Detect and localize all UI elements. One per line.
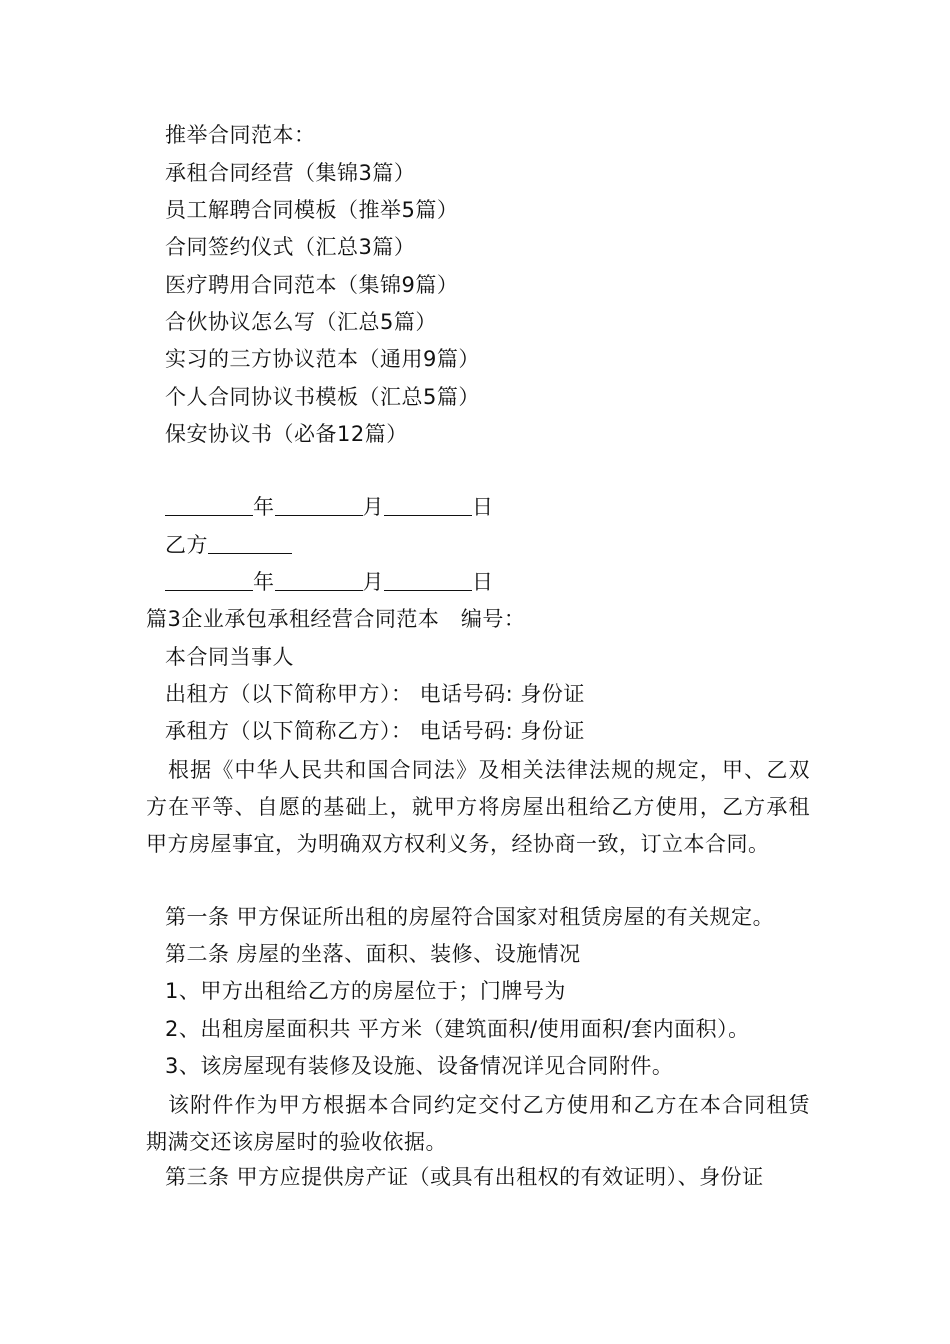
clause-2: 第二条 房屋的坐落、面积、装修、设施情况 (165, 942, 581, 966)
recommend-link-6[interactable]: 实习的三方协议范本（通用9篇） (165, 347, 480, 371)
day-label: 日 (472, 495, 494, 519)
recommend-link-7[interactable]: 个人合同协议书模板（汇总5篇） (165, 385, 480, 409)
blank-year (165, 493, 253, 516)
year-label: 年 (253, 495, 275, 519)
annex-paragraph: 该附件作为甲方根据本合同约定交付乙方使用和乙方在本合同租赁期满交还该房屋时的验收依据。 (146, 1093, 810, 1154)
blank-party-b (208, 531, 292, 554)
date-line-2 (165, 567, 494, 597)
clause-1: 第一条 甲方保证所出租的房屋符合国家对租赁房屋的有关规定。 (165, 905, 775, 929)
article-title: 篇3企业承包承租经营合同范本 编号： (146, 607, 526, 631)
blank-day (384, 493, 472, 516)
blank-year (165, 568, 253, 591)
recommend-heading: 推举合同范本： (165, 123, 316, 147)
recommend-link-2[interactable]: 员工解聘合同模板（推举5篇） (165, 198, 459, 222)
month-label: 月 (362, 495, 384, 519)
date-line-1 (165, 492, 494, 522)
clause-2-item-1: 1、甲方出租给乙方的房屋位于；门牌号为 (165, 979, 566, 1003)
party-b-sign-line (165, 530, 292, 560)
party-b-label: 乙方 (165, 533, 208, 557)
recommend-link-4[interactable]: 医疗聘用合同范本（集锦9篇） (165, 273, 459, 297)
preamble-paragraph: 根据《中华人民共和国合同法》及相关法律法规的规定，甲、乙双方在平等、自愿的基础上，就甲方将房屋出租给乙方使用，乙方承租甲方房屋事宜，为明确双方权利义务，经协商一致，订立本合同。 (146, 758, 810, 856)
blank-month (275, 568, 363, 591)
recommend-link-3[interactable]: 合同签约仪式（汇总3篇） (165, 235, 416, 259)
clause-3: 第三条 甲方应提供房产证（或具有出租权的有效证明）、身份证 (165, 1165, 764, 1189)
recommend-link-5[interactable]: 合伙协议怎么写（汇总5篇） (165, 310, 437, 334)
blank-day (384, 568, 472, 591)
clause-2-item-3: 3、该房屋现有装修及设施、设备情况详见合同附件。 (165, 1054, 674, 1078)
blank-month (275, 493, 363, 516)
lessor-line: 出租方（以下简称甲方）： 电话号码: 身份证 (165, 682, 585, 706)
month-label: 月 (362, 570, 384, 594)
year-label: 年 (253, 570, 275, 594)
parties-heading: 本合同当事人 (165, 645, 294, 669)
recommend-link-8[interactable]: 保安协议书（必备12篇） (165, 422, 408, 446)
recommend-link-1[interactable]: 承租合同经营（集锦3篇） (165, 161, 416, 185)
day-label: 日 (472, 570, 494, 594)
clause-2-item-2: 2、出租房屋面积共 平方米（建筑面积/使用面积/套内面积）。 (165, 1017, 750, 1041)
lessee-line: 承租方（以下简称乙方）： 电话号码: 身份证 (165, 719, 585, 743)
